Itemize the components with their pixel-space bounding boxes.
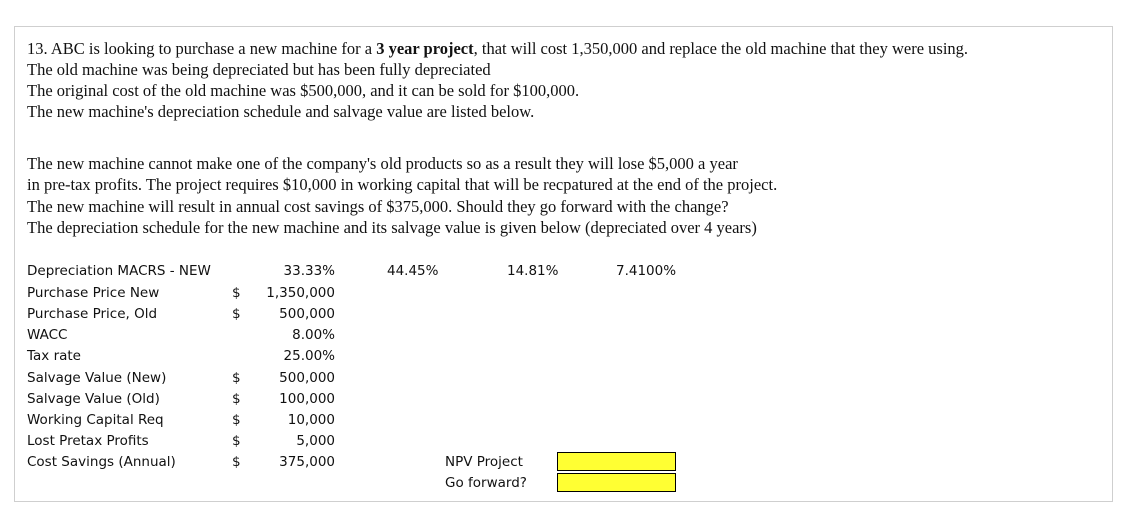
row-dollar-working-capital: $ xyxy=(232,412,241,428)
row-dollar-salvage-new: $ xyxy=(232,370,241,386)
problem-line-1-rest: , that will cost 1,350,000 and replace the old machine that they were using. xyxy=(473,39,969,58)
row-dollar-salvage-old: $ xyxy=(232,391,241,407)
row-label-purchase-old: Purchase Price, Old xyxy=(27,306,158,322)
row-label-salvage-old: Salvage Value (Old) xyxy=(27,391,160,407)
row-label-purchase-new: Purchase Price New xyxy=(27,285,160,301)
problem-line-1-bold: 3 year project xyxy=(376,39,474,58)
row-dollar-cost-savings: $ xyxy=(232,454,241,470)
row-value-wacc: 8.00% xyxy=(292,327,335,343)
paragraph2-line-4: The depreciation schedule for the new machine and its salvage value is given below (depreciated over 4 years) xyxy=(27,218,757,237)
npv-project-label: NPV Project xyxy=(445,454,523,470)
problem-line-3: The original cost of the old machine was $500,000, and it can be sold for $100,000. xyxy=(27,81,580,100)
macrs-year-4: 7.4100% xyxy=(616,263,677,279)
macrs-year-1: 33.33% xyxy=(283,263,335,279)
go-forward-label: Go forward? xyxy=(445,475,527,491)
paragraph2-line-2: in pre-tax profits. The project requires $10,000 in working capital that will be recpatured at the end of the project. xyxy=(27,175,778,194)
macrs-year-3: 14.81% xyxy=(507,263,559,279)
row-value-purchase-old: 500,000 xyxy=(279,306,335,322)
problem-line-2: The old machine was being depreciated but has been fully depreciated xyxy=(27,60,491,79)
go-forward-answer-cell[interactable] xyxy=(557,473,676,492)
macrs-year-2: 44.45% xyxy=(387,263,439,279)
problem-line-1 xyxy=(27,38,968,59)
row-value-tax-rate: 25.00% xyxy=(283,348,335,364)
row-dollar-lost-profits: $ xyxy=(232,433,241,449)
row-value-salvage-old: 100,000 xyxy=(279,391,335,407)
row-value-lost-profits: 5,000 xyxy=(296,433,335,449)
row-dollar-purchase-new: $ xyxy=(232,285,241,301)
problem-line-1-text: 13. ABC is looking to purchase a new machine for a xyxy=(27,39,377,58)
row-value-working-capital: 10,000 xyxy=(287,412,335,428)
npv-answer-cell[interactable] xyxy=(557,452,676,471)
problem-line-4: The new machine's depreciation schedule and salvage value are listed below. xyxy=(27,102,535,121)
macrs-label: Depreciation MACRS - NEW xyxy=(27,263,211,279)
row-label-salvage-new: Salvage Value (New) xyxy=(27,370,167,386)
row-value-salvage-new: 500,000 xyxy=(279,370,335,386)
row-label-tax-rate: Tax rate xyxy=(27,348,81,364)
paragraph2-line-1: The new machine cannot make one of the company's old products so as a result they will lose $5,000 a year xyxy=(27,154,738,173)
row-label-lost-profits: Lost Pretax Profits xyxy=(27,433,149,449)
row-label-wacc: WACC xyxy=(27,327,68,343)
row-value-cost-savings: 375,000 xyxy=(279,454,335,470)
row-value-purchase-new: 1,350,000 xyxy=(266,285,335,301)
paragraph2-line-3: The new machine will result in annual cost savings of $375,000. Should they go forward with the change? xyxy=(27,197,729,216)
row-dollar-purchase-old: $ xyxy=(232,306,241,322)
row-label-cost-savings: Cost Savings (Annual) xyxy=(27,454,176,470)
row-label-working-capital: Working Capital Req xyxy=(27,412,164,428)
